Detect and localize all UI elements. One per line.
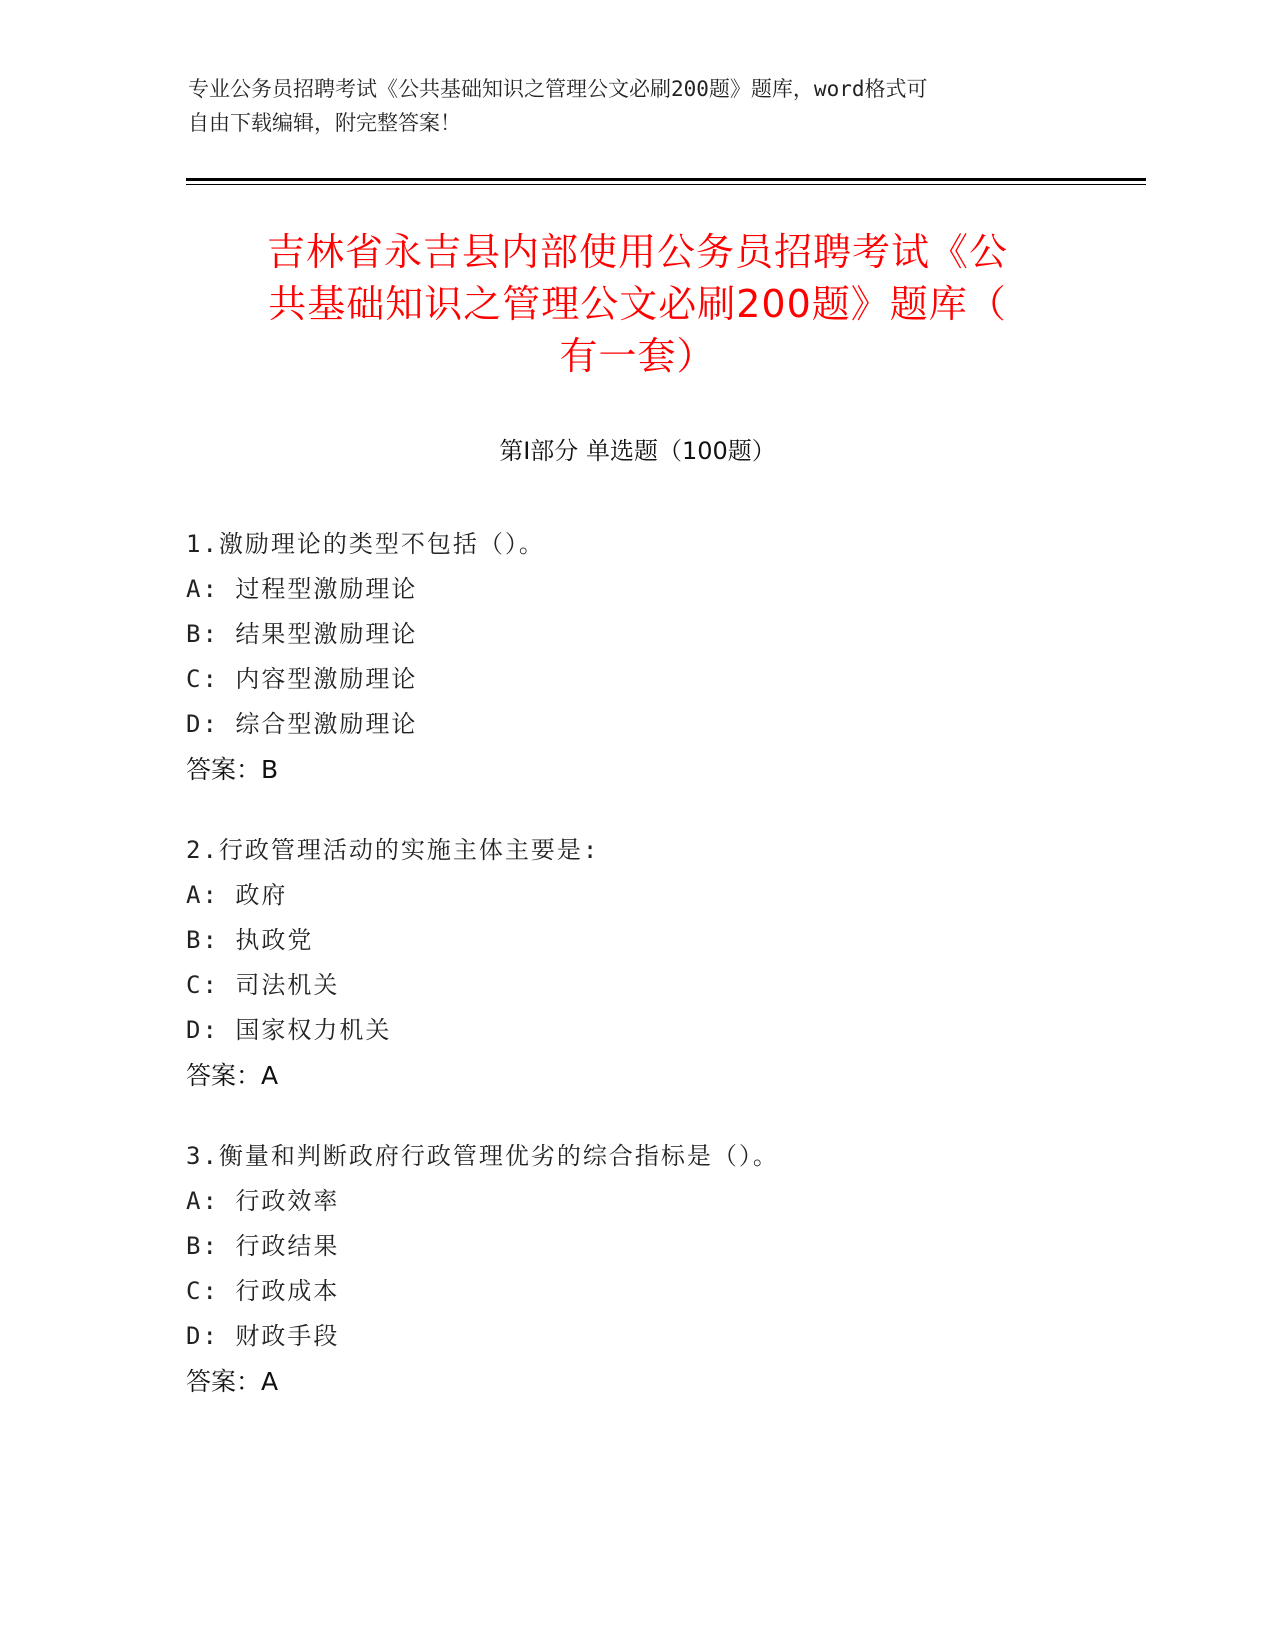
header-note-line-1: 专业公务员招聘考试《公共基础知识之管理公文必刷200题》题库，word格式可 xyxy=(188,77,928,101)
document-title-line-1: 吉林省永吉县内部使用公务员招聘考试《公 xyxy=(266,230,1008,274)
question-stem: 3.衡量和判断政府行政管理优劣的综合指标是（）。 xyxy=(186,1142,779,1170)
option-c: C: 行政成本 xyxy=(186,1277,340,1305)
question-3 xyxy=(186,1134,1146,1404)
answer-line: 答案：A xyxy=(186,1367,279,1396)
section-title: 第Ⅰ部分 单选题（100题） xyxy=(499,437,776,465)
option-b: B: 执政党 xyxy=(186,926,314,954)
question-stem: 1.激励理论的类型不包括（）。 xyxy=(186,530,545,558)
option-a: A: 政府 xyxy=(186,881,288,909)
option-c: C: 内容型激励理论 xyxy=(186,665,418,693)
option-a: A: 行政效率 xyxy=(186,1187,340,1215)
question-1 xyxy=(186,522,1146,792)
question-stem: 2.行政管理活动的实施主体主要是: xyxy=(186,836,600,864)
header-note-line-2: 自由下载编辑，附完整答案！ xyxy=(188,111,461,135)
option-d: D: 财政手段 xyxy=(186,1322,340,1350)
header-note xyxy=(188,72,1088,140)
option-d: D: 综合型激励理论 xyxy=(186,710,418,738)
document-title xyxy=(160,226,1115,382)
option-a: A: 过程型激励理论 xyxy=(186,575,418,603)
document-title-line-3: 有一套） xyxy=(559,334,716,378)
option-d: D: 国家权力机关 xyxy=(186,1016,392,1044)
option-b: B: 结果型激励理论 xyxy=(186,620,418,648)
question-2 xyxy=(186,828,1146,1098)
header-divider-thin xyxy=(186,184,1146,185)
document-title-line-2: 共基础知识之管理公文必刷200题》题库（ xyxy=(268,282,1007,326)
answer-line: 答案：A xyxy=(186,1061,279,1090)
answer-line: 答案：B xyxy=(186,755,279,784)
header-divider-thick xyxy=(186,178,1146,181)
option-b: B: 行政结果 xyxy=(186,1232,340,1260)
option-c: C: 司法机关 xyxy=(186,971,340,999)
